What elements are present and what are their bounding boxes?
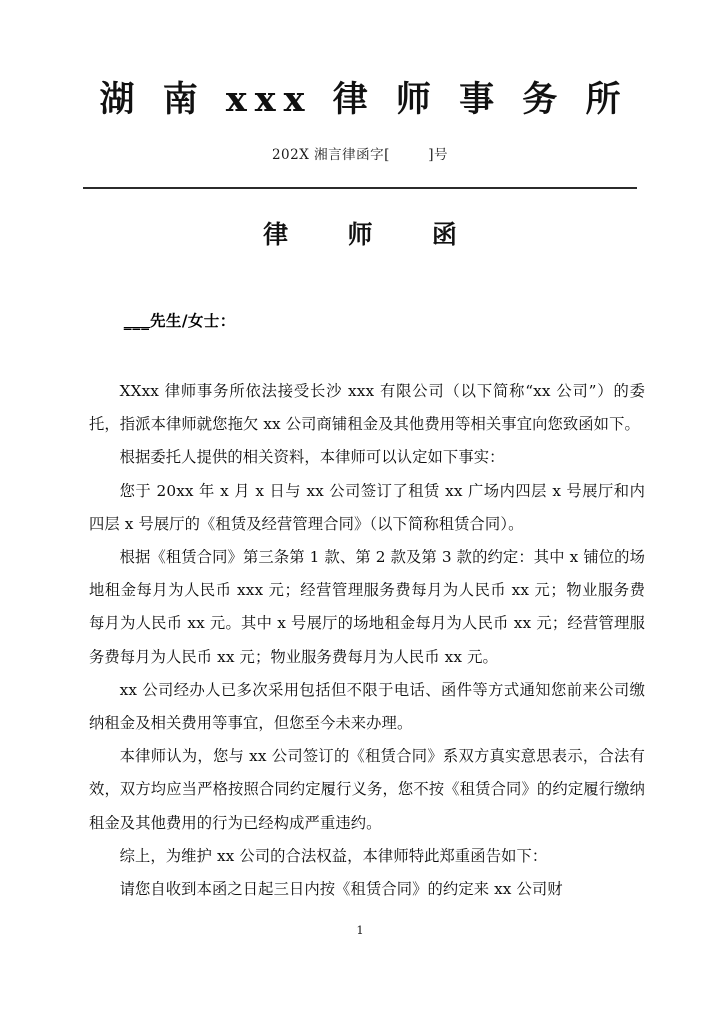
paragraph: 根据委托人提供的相关资料，本律师可以认定如下事实： bbox=[119, 448, 505, 467]
page-number: 1 bbox=[356, 923, 364, 937]
letter-body bbox=[0, 277, 720, 907]
paragraph: 请您自收到本函之日起三日内按《租赁合同》的约定来 xx 公司财 bbox=[119, 880, 563, 898]
paragraph: 您于 20xx 年 x 月 x 日与 xx 公司签订了租赁 xx 广场内四层 x 号展厅和内四层 x 号展厅的《租赁及经营管理合同》（以下简称租赁合同）。 bbox=[89, 481, 645, 533]
letterhead-divider bbox=[83, 187, 637, 189]
salutation-label: 先生/女士： bbox=[150, 311, 236, 331]
document-number: 202X 湘言律函字[ ]号 bbox=[271, 146, 449, 163]
paragraph: xx 公司经办人已多次采用包括但不限于电话、函件等方式通知您前来公司缴纳租金及相关费用等事宜，但您至今未来办理。 bbox=[89, 680, 645, 732]
paragraph: XXxx 律师事务所依法接受长沙 xxx 有限公司（以下简称“xx 公司”）的委托，指派本律师就您拖欠 xx 公司商铺租金及其他费用等相关事宜向您致函如下。 bbox=[89, 381, 645, 434]
salutation-blank: ___ bbox=[123, 311, 151, 331]
law-firm-title: 湖 南 xxx 律 师 事 务 所 bbox=[99, 79, 629, 120]
paragraph: 本律师认为，您与 xx 公司签订的《租赁合同》系双方真实意思表示，合法有效，双方均应当严格按照合同约定履行义务，您不按《租赁合同》的约定履行缴纳租金及其他费用的行为已经构成严重违约。 bbox=[89, 747, 645, 832]
paragraph: 根据《租赁合同》第三条第 1 款、第 2 款及第 3 款的约定：其中 x 铺位的场地租金每月为人民币 xxx 元；经营管理服务费每月为人民币 xx 元；物业服务费每月为人民币 xx 元。其中 x 号展厅的场地租金每月为人民币 xx 元；经营管理服务费每月为人民币 xx 元；物业服务费每月为人民币 xx 元。 bbox=[89, 547, 645, 666]
paragraph: 综上，为维护 xx 公司的合法权益，本律师特此郑重函告如下： bbox=[119, 846, 548, 865]
letter-heading: 律 师 函 bbox=[263, 219, 471, 249]
letterhead bbox=[0, 0, 720, 189]
letterhead-divider-wrap bbox=[0, 187, 720, 189]
salutation bbox=[89, 277, 645, 365]
